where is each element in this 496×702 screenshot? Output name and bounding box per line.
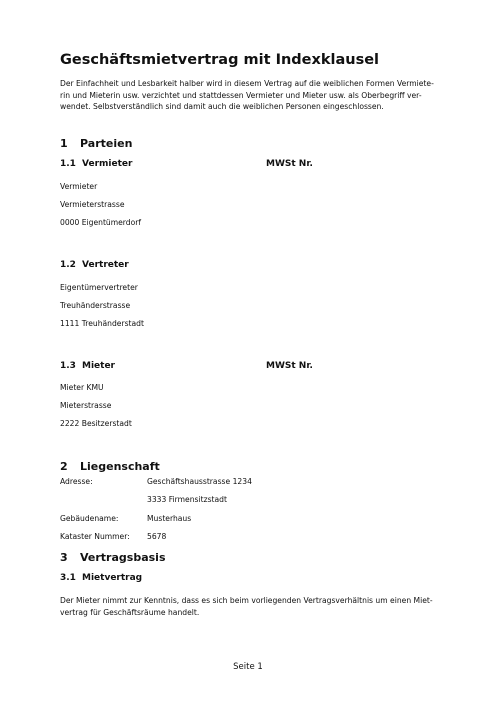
subsection-number: 3.1 xyxy=(60,573,76,583)
subsection-number: 1.3 xyxy=(60,361,76,371)
intro-line: wendet. Selbstverständlich sind damit auch die weiblichen Personen eingeschlossen. xyxy=(60,102,384,111)
paragraph-line: Der Mieter nimmt zur Kenntnis, dass es sich beim vorliegenden Vertragsverhältnis um einen Miet- xyxy=(60,596,433,605)
vermieter-city: 0000 Eigentümerdorf xyxy=(60,218,142,227)
subsection-title: Mietvertrag xyxy=(82,573,143,583)
kataster-value: 5678 xyxy=(147,532,167,541)
intro-paragraph xyxy=(60,78,436,113)
subsection-heading-mietvertrag xyxy=(60,573,142,583)
vertreter-name: Eigentümervertreter xyxy=(60,283,138,292)
mieter-street: Mieterstrasse xyxy=(60,401,112,410)
gebaeude-value: Musterhaus xyxy=(147,514,192,523)
intro-line: rin und Mieterin usw. verzichtet und stattdessen Vermieter und Mieter usw. als Oberbegriff ver- xyxy=(60,90,422,100)
section-number: 3 xyxy=(60,551,68,564)
vertreter-street: Treuhänderstrasse xyxy=(60,301,131,310)
vertreter-city: 1111 Treuhänderstadt xyxy=(60,319,144,328)
section-title: Liegenschaft xyxy=(80,460,160,473)
subsection-title: Vertreter xyxy=(82,260,129,270)
section-heading-parteien xyxy=(60,137,132,150)
page-number: Seite 1 xyxy=(233,662,263,672)
kataster-label: Kataster Nummer: xyxy=(60,532,130,541)
section-number: 1 xyxy=(60,137,68,150)
mietvertrag-paragraph xyxy=(60,595,436,618)
subsection-number: 1.2 xyxy=(60,260,76,270)
section-title: Parteien xyxy=(80,137,133,150)
mieter-mwst-label: MWSt Nr. xyxy=(266,361,313,371)
vermieter-street: Vermieterstrasse xyxy=(60,200,125,209)
section-heading-liegenschaft xyxy=(60,460,160,473)
section-number: 2 xyxy=(60,460,68,473)
intro-line: Der Einfachheit und Lesbarkeit halber wird in diesem Vertrag auf die weiblichen Formen Vermiete- xyxy=(60,79,434,88)
subsection-heading-vermieter xyxy=(60,159,132,169)
vermieter-name: Vermieter xyxy=(60,182,98,191)
subsection-number: 1.1 xyxy=(60,159,76,169)
paragraph-line: vertrag für Geschäftsräume handelt. xyxy=(60,607,200,617)
subsection-title: Vermieter xyxy=(82,159,133,169)
document-title: Geschäftsmietvertrag mit Indexklausel xyxy=(60,52,380,68)
vermieter-mwst-label: MWSt Nr. xyxy=(266,159,313,169)
mieter-name: Mieter KMU xyxy=(60,383,104,392)
adresse-line1: Geschäftshausstrasse 1234 xyxy=(147,477,252,486)
subsection-heading-mieter xyxy=(60,361,115,371)
subsection-heading-vertreter xyxy=(60,260,129,270)
adresse-label: Adresse: xyxy=(60,477,93,486)
section-heading-vertragsbasis xyxy=(60,551,166,564)
adresse-line2: 3333 Firmensitzstadt xyxy=(147,495,227,504)
mieter-city: 2222 Besitzerstadt xyxy=(60,419,132,428)
section-title: Vertragsbasis xyxy=(80,551,166,564)
gebaeude-label: Gebäudename: xyxy=(60,514,119,523)
subsection-title: Mieter xyxy=(82,361,115,371)
